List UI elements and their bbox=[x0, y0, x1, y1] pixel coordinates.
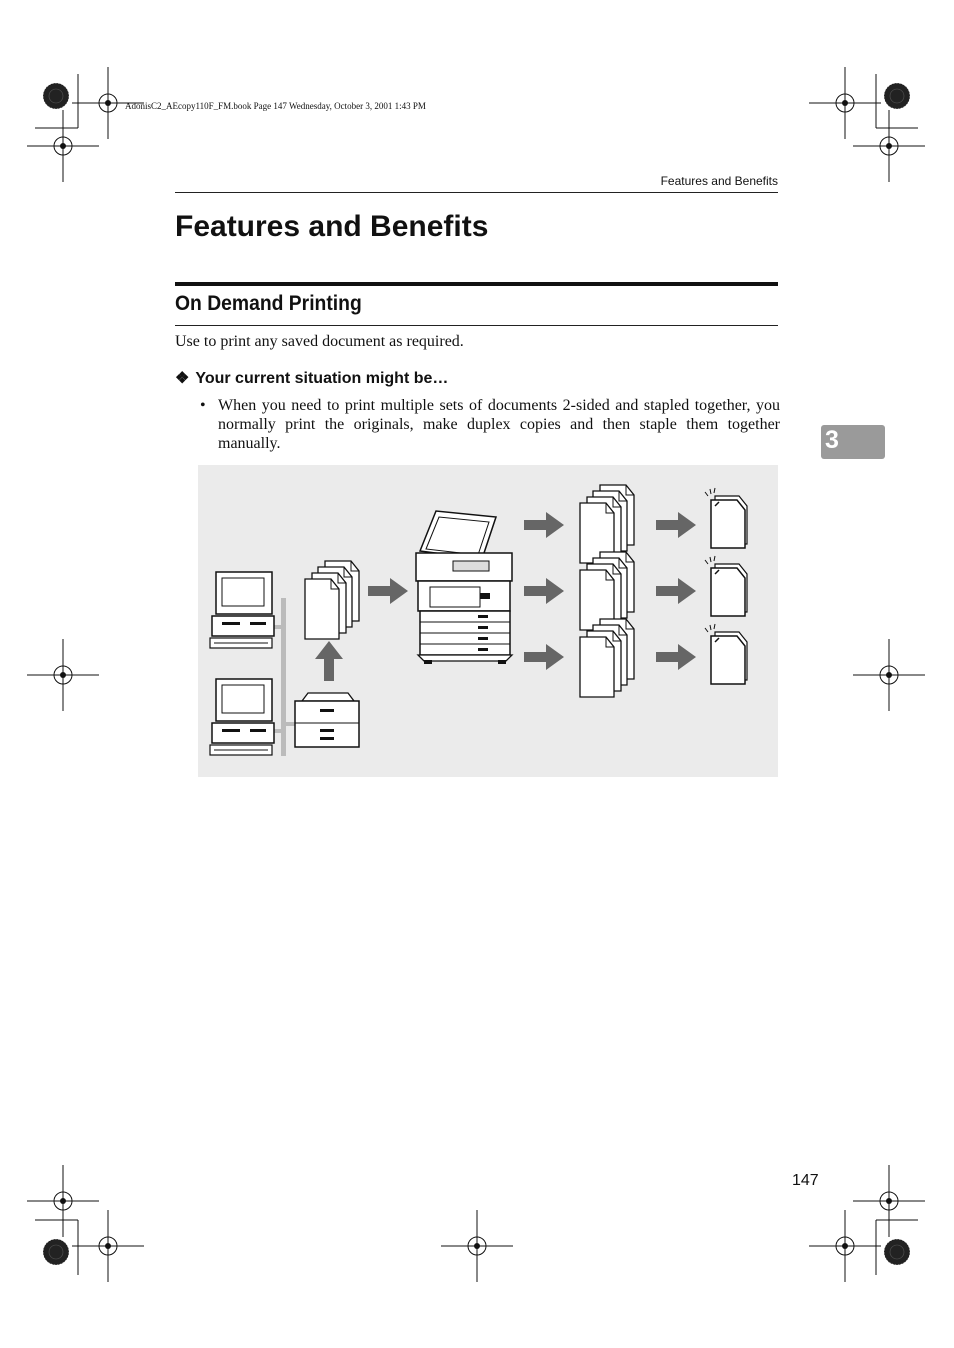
arrow-icon bbox=[656, 644, 696, 670]
running-header: Features and Benefits bbox=[660, 174, 778, 188]
page-title: Features and Benefits bbox=[175, 210, 489, 243]
book-slug-line: AdonisC2_AEcopy110F_FM.book Page 147 Wednesday, October 3, 2001 1:43 PM bbox=[125, 101, 426, 111]
document-stack-icon bbox=[305, 561, 359, 639]
illustration-svg bbox=[198, 465, 778, 777]
bullet-icon: • bbox=[200, 397, 206, 414]
arrow-icon bbox=[524, 512, 564, 538]
document-stack-icon bbox=[580, 619, 634, 697]
document-stack-icon bbox=[580, 485, 634, 563]
printer-icon bbox=[295, 693, 359, 747]
arrow-icon bbox=[656, 578, 696, 604]
page-number: 147 bbox=[792, 1172, 819, 1189]
stapled-document-icon bbox=[705, 488, 747, 548]
on-demand-printing-illustration bbox=[198, 465, 778, 777]
diamond-icon: ❖ bbox=[175, 370, 190, 387]
subheading-text: Your current situation might be… bbox=[195, 370, 449, 387]
intro-text: Use to print any saved document as required. bbox=[175, 333, 464, 350]
section-title: On Demand Printing bbox=[175, 292, 362, 315]
section-top-rule bbox=[175, 282, 778, 286]
document-stack-icon bbox=[580, 552, 634, 630]
section-bottom-rule bbox=[175, 325, 778, 326]
stapled-document-icon bbox=[705, 556, 747, 616]
bullet-text: When you need to print multiple sets of documents 2-sided and stapled together, you normally print the originals, make duplex copies and then staple them together manually. bbox=[218, 397, 780, 452]
arrow-icon bbox=[524, 578, 564, 604]
arrow-icon bbox=[368, 578, 408, 604]
arrow-icon bbox=[524, 644, 564, 670]
arrow-up-icon bbox=[315, 641, 343, 681]
subheading bbox=[175, 368, 448, 388]
chapter-tab bbox=[821, 425, 885, 459]
computer-icon bbox=[210, 679, 274, 755]
stapled-document-icon bbox=[705, 624, 747, 684]
header-rule bbox=[175, 192, 778, 193]
computer-icon bbox=[210, 572, 274, 648]
copier-icon bbox=[416, 511, 512, 664]
arrow-icon bbox=[656, 512, 696, 538]
chapter-number: 3 bbox=[825, 426, 839, 454]
